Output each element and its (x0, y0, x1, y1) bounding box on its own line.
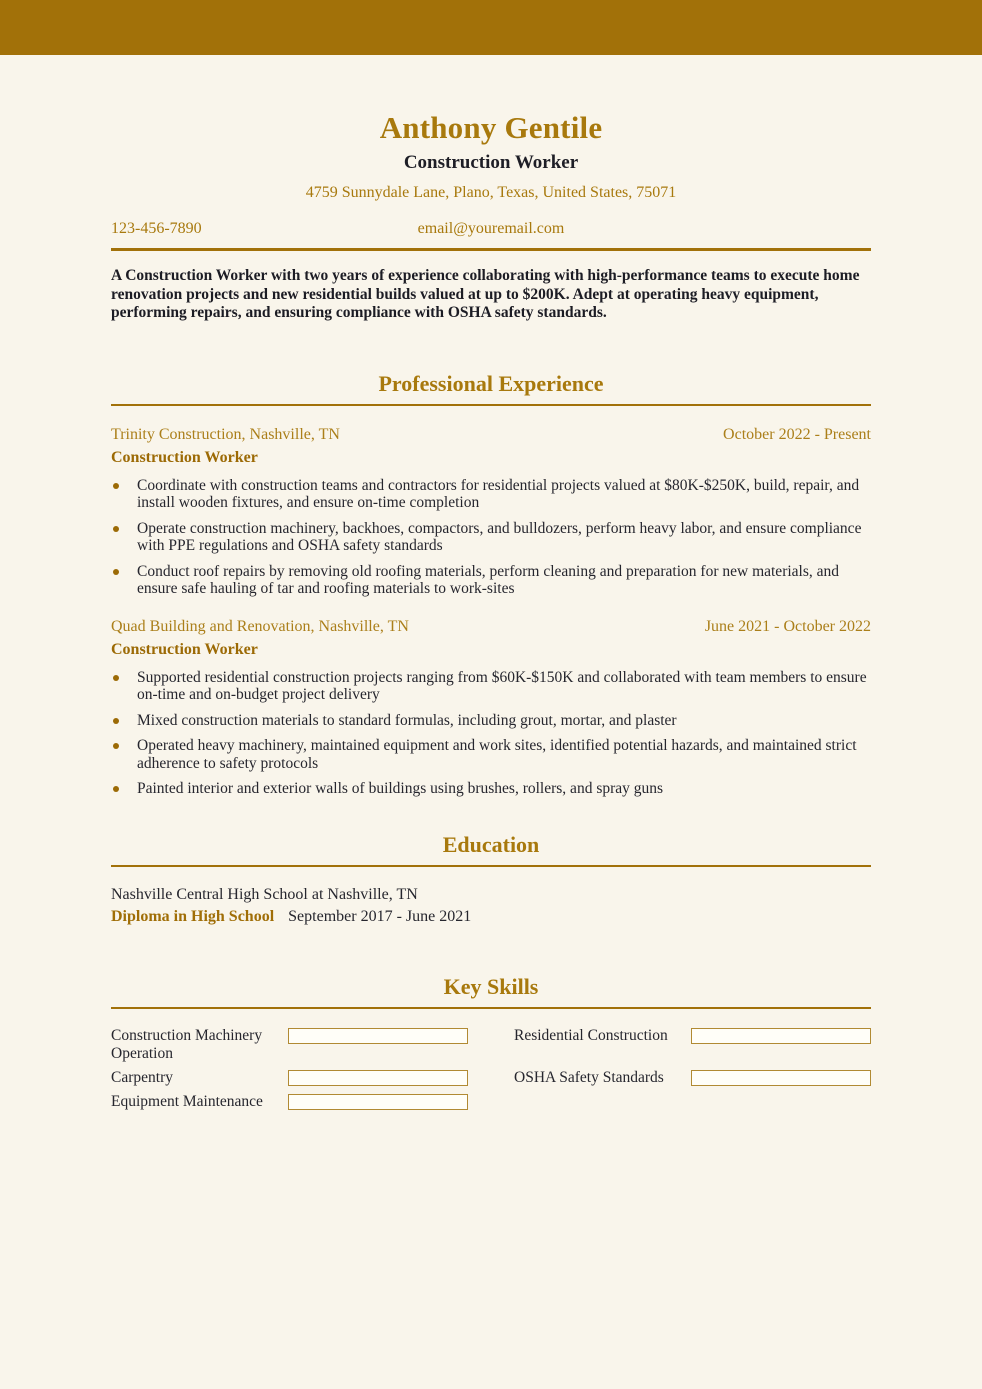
bullet-list (111, 669, 871, 798)
skill-bar (288, 1070, 468, 1086)
education-dates: September 2017 - June 2021 (288, 907, 472, 925)
skill-item (111, 1093, 468, 1111)
bullet-item (111, 712, 871, 730)
company-line: Trinity Construction, Nashville, TN (111, 425, 340, 443)
skill-label: Carpentry (111, 1068, 173, 1086)
section-rule (111, 404, 871, 406)
bullet-item (111, 563, 871, 598)
skill-label: Equipment Maintenance (111, 1092, 263, 1110)
skill-item (514, 1027, 871, 1063)
bullet-dot-icon (113, 786, 119, 792)
job-role: Construction Worker (111, 640, 258, 658)
job-dates: October 2022 - Present (723, 425, 871, 443)
company-row (111, 425, 871, 444)
section-rule (111, 1007, 871, 1009)
bullet-dot-icon (113, 743, 119, 749)
bullet-item (111, 737, 871, 772)
bullet-text: Operate construction machinery, backhoes, compactors, and bulldozers, perform heavy labor, and ensure compliance with PPE regulations and OSHA safety standards (137, 519, 862, 554)
phone-number: 123-456-7890 (111, 220, 202, 237)
email-address: email@youremail.com (417, 220, 565, 237)
section-rule (111, 865, 871, 867)
bullet-text: Conduct roof repairs by removing old roofing materials, perform cleaning and preparation for new materials, and ensure safe hauling of tar and roofing materials to work-sites (137, 562, 840, 597)
section-experience-header (111, 371, 871, 406)
bullet-dot-icon (113, 675, 119, 681)
skill-item (111, 1069, 468, 1087)
bullet-item (111, 780, 871, 798)
top-accent-band (0, 0, 982, 55)
company-line: Quad Building and Renovation, Nashville, TN (111, 617, 409, 635)
resume-name: Anthony Gentile (379, 110, 603, 145)
bullet-item (111, 520, 871, 555)
section-title-skills: Key Skills (443, 973, 539, 999)
bullet-text: Operated heavy machinery, maintained equipment and work sites, identified potential hazards, and maintained strict adherence to safety protocols (137, 737, 857, 772)
section-title-experience: Professional Experience (378, 370, 604, 396)
skill-bar (691, 1028, 871, 1044)
skill-bar (288, 1028, 468, 1044)
skill-bar (288, 1094, 468, 1110)
resume-content (111, 111, 871, 1111)
skills-grid (111, 1027, 871, 1111)
summary-text: A Construction Worker with two years of experience collaborating with high-performance teams to execute home renovation projects and new residential builds valued at up to $200K. Adept at operating heavy equipment, performing repairs, and ensuring compliance with OSHA safety standards. (111, 267, 860, 321)
contact-divider (111, 248, 871, 251)
section-education-header (111, 832, 871, 867)
resume-title: Construction Worker (403, 152, 579, 173)
company-row (111, 617, 871, 636)
degree-name: Diploma in High School (111, 907, 275, 925)
bullet-item (111, 477, 871, 512)
bullet-text: Supported residential construction projects ranging from $60K-$150K and collaborated with team members to ensure on-time and on-budget project delivery (137, 668, 867, 703)
section-title-education: Education (442, 831, 540, 857)
bullet-dot-icon (113, 569, 119, 575)
skill-label: OSHA Safety Standards (514, 1068, 664, 1086)
skill-label: Residential Construction (514, 1026, 668, 1044)
job-role: Construction Worker (111, 448, 258, 466)
bullet-text: Painted interior and exterior walls of buildings using brushes, rollers, and spray guns (137, 780, 664, 797)
skill-item (514, 1069, 871, 1087)
bullet-text: Mixed construction materials to standard formulas, including grout, mortar, and plaster (137, 711, 677, 729)
bullet-dot-icon (113, 526, 119, 532)
contact-row (111, 220, 871, 239)
skill-bar (691, 1070, 871, 1086)
bullet-text: Coordinate with construction teams and contractors for residential projects valued at $80K-$250K, build, repair, and install wooden fixtures, and ensure on-time completion (137, 476, 860, 511)
job-dates: June 2021 - October 2022 (704, 617, 871, 635)
bullet-list (111, 477, 871, 598)
bullet-dot-icon (113, 483, 119, 489)
bullet-item (111, 669, 871, 704)
job-entry (111, 425, 871, 598)
degree-row (111, 907, 871, 926)
section-skills-header (111, 974, 871, 1009)
school-line: Nashville Central High School at Nashville, TN (111, 885, 418, 903)
address-line: 4759 Sunnydale Lane, Plano, Texas, United States, 75071 (305, 184, 677, 201)
skill-label: Construction Machinery Operation (111, 1026, 263, 1062)
skill-item (111, 1027, 468, 1063)
job-entry (111, 617, 871, 798)
bullet-dot-icon (113, 718, 119, 724)
